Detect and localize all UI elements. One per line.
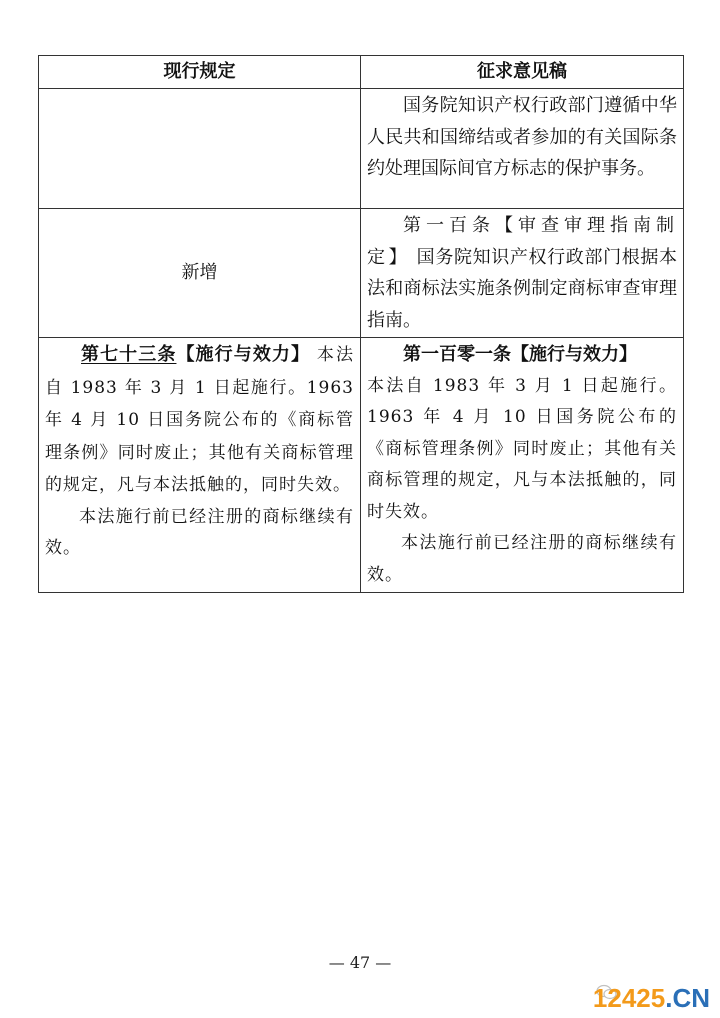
row3-left-p1 (45, 339, 354, 502)
header-draft: 征求意见稿 (361, 56, 684, 89)
comparison-table (38, 55, 684, 593)
header-row (39, 56, 684, 89)
new-label: 新增 (181, 262, 218, 284)
row3-left-cell (39, 338, 361, 593)
table-row (39, 338, 684, 593)
article-101-text: 本法自 1983 年 3 月 1 日起施行。1963 年 4 月 10 日国务院公布的《商标管理条例》同时废止；其他有关商标管理的规定，凡与本法抵触的，同时失效。 (367, 375, 677, 522)
row1-left-cell (39, 89, 361, 209)
watermark-logo (593, 983, 710, 1014)
article-73-heading: 【施行与效力】 (176, 344, 311, 365)
header-current: 现行规定 (39, 56, 361, 89)
article-100-body: 国务院知识产权行政部门根据本法和商标法实施条例制定商标审查审理指南。 (367, 246, 678, 331)
row3-left-p2: 本法施行前已经注册的商标继续有效。 (45, 506, 354, 558)
row1-right-text: 国务院知识产权行政部门遵循中华人民共和国缔结或者参加的有关国际条约处理国际间官方标志的保护事务。 (367, 95, 677, 179)
row3-right-p2: 本法施行前已经注册的商标继续有效。 (367, 533, 677, 585)
row3-right-cell (361, 338, 684, 593)
article-73-text: 本法自 1983 年 3 月 1 日起施行。1963 年 4 月 10 日国务院公布的《商标管理条例》同时废止；其他有关商标管理的规定，凡与本法抵触的，同时失效。 (45, 345, 354, 495)
row2-right-text (367, 210, 677, 336)
page-number: — 47 — (328, 953, 392, 972)
table-row (39, 209, 684, 338)
watermark-part-b: .CN (665, 983, 710, 1013)
article-73-number: 第七十三条 (81, 344, 177, 365)
row2-right-cell (361, 209, 684, 338)
article-101-title: 第一百零一条【施行与效力】 (403, 344, 637, 365)
table-row (39, 89, 684, 209)
row1-right-cell (361, 89, 684, 209)
article-100-title: 第一百条【审查审理指南制定】 (367, 215, 677, 268)
row2-left-cell (39, 209, 361, 338)
watermark-part-a: 12425 (592, 983, 666, 1013)
